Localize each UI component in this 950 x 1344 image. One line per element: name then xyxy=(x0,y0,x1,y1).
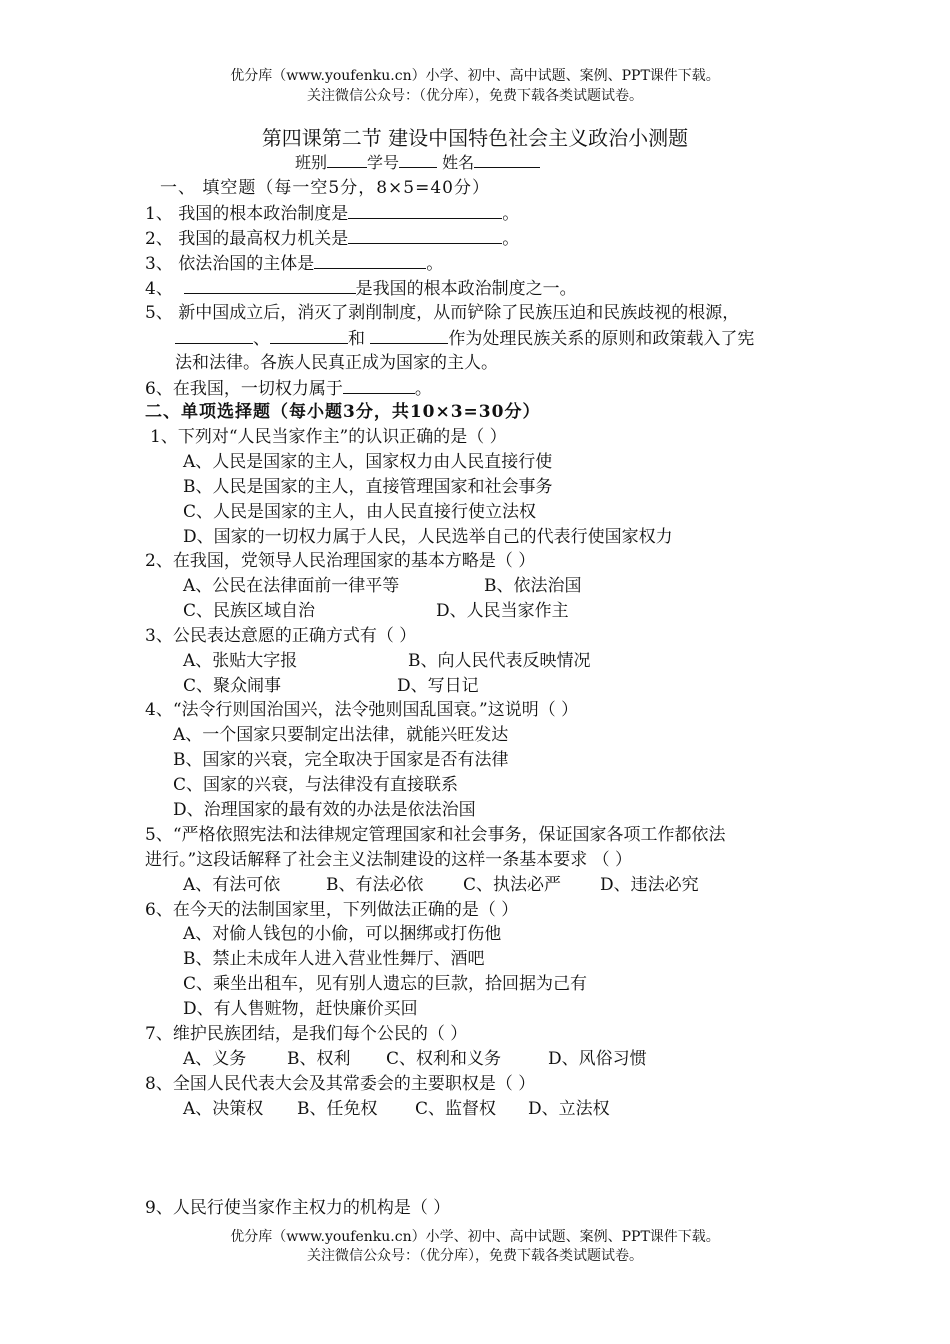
fill-q2-blank[interactable] xyxy=(348,226,502,244)
fill-q5-line3: 法和法律。各族人民真正成为国家的主人。 xyxy=(175,353,498,373)
mc-q5-option-b[interactable]: B、有法必依 xyxy=(326,875,424,895)
mc-q8-option-b[interactable]: B、任免权 xyxy=(297,1099,378,1119)
page-title: 第四课第二节 建设中国特色社会主义政治小测题 xyxy=(261,126,689,150)
section2-heading: 二、单项选择题（每小题3分，共10×3=30分） xyxy=(145,402,541,422)
mc-q8-stem: 8、全国人民代表大会及其常委会的主要职权是（ ） xyxy=(145,1074,536,1094)
mc-q2-stem: 2、在我国，党领导人民治理国家的基本方略是（ ） xyxy=(145,551,536,571)
mc-q2-option-d[interactable]: D、人民当家作主 xyxy=(436,601,569,621)
mc-q6-option-d[interactable]: D、有人售赃物，赶快廉价买回 xyxy=(183,999,418,1019)
class-blank[interactable] xyxy=(327,150,367,168)
mc-q5-stem-line1: 5、“严格依照宪法和法律规定管理国家和社会事务，保证国家各项工作都依法 xyxy=(145,825,726,845)
mc-q7-option-b[interactable]: B、权利 xyxy=(287,1049,351,1069)
mc-q7-option-d[interactable]: D、风俗习惯 xyxy=(548,1049,647,1069)
header-promo-line-1: 优分库（www.youfenku.cn）小学、初中、高中试题、案例、PPT课件下载。 xyxy=(230,68,720,84)
mc-q5-option-c[interactable]: C、执法必严 xyxy=(463,875,562,895)
mc-q1-stem: 1、下列对“人民当家作主”的认识正确的是（ ） xyxy=(150,427,507,447)
mc-q3-option-d[interactable]: D、写日记 xyxy=(397,676,479,696)
fill-q4: 4、 是我国的根本政治制度之一。 xyxy=(145,276,577,301)
student-info-row xyxy=(295,150,540,175)
fill-q5-blank-2[interactable] xyxy=(270,326,348,344)
fill-q3-blank[interactable] xyxy=(314,251,426,269)
fill-q1-blank[interactable] xyxy=(348,201,502,219)
fill-q6-blank[interactable] xyxy=(343,376,415,394)
fill-q1: 1、 我国的根本政治制度是 。 xyxy=(145,201,519,226)
fill-q3: 3、 依法治国的主体是 。 xyxy=(145,251,443,276)
fill-q6: 6、在我国，一切权力属于 。 xyxy=(145,376,432,401)
class-label: 班别 xyxy=(295,153,328,172)
mc-q3-option-c[interactable]: C、聚众闹事 xyxy=(183,676,282,696)
fill-q5-line1: 5、 新中国成立后，消灭了剥削制度，从而铲除了民族压迫和民族歧视的根源， xyxy=(145,303,740,323)
mc-q4-stem: 4、“法令行则国治国兴，法令弛则国乱国衰。”这说明（ ） xyxy=(145,700,579,720)
mc-q6-option-b[interactable]: B、禁止未成年人进入营业性舞厅、酒吧 xyxy=(183,949,485,969)
number-label: 学号 xyxy=(367,153,400,172)
mc-q8-option-d[interactable]: D、立法权 xyxy=(528,1099,610,1119)
mc-q1-option-a[interactable]: A、人民是国家的主人，国家权力由人民直接行使 xyxy=(183,452,553,472)
section1-heading: 一、 填空题（每一空5分，8×5=40分） xyxy=(160,178,490,198)
mc-q7-option-a[interactable]: A、义务 xyxy=(183,1049,247,1069)
mc-q5-stem-line2: 进行。”这段话解释了社会主义法制建设的这样一条基本要求 （ ） xyxy=(145,850,632,870)
mc-q6-option-a[interactable]: A、对偷人钱包的小偷，可以捆绑或打伤他 xyxy=(183,924,502,944)
header-promo-line-2: 关注微信公众号：（优分库），免费下载各类试题试卷。 xyxy=(307,88,643,104)
number-blank[interactable] xyxy=(399,150,437,168)
mc-q6-option-c[interactable]: C、乘坐出租车，见有别人遗忘的巨款，拾回据为己有 xyxy=(183,974,588,994)
mc-q4-option-b[interactable]: B、国家的兴衰，完全取决于国家是否有法律 xyxy=(173,750,509,770)
fill-q5-line2: 、 和 作为处理民族关系的原则和政策载入了宪 xyxy=(175,326,754,351)
mc-q4-option-c[interactable]: C、国家的兴衰，与法律没有直接联系 xyxy=(173,775,459,795)
mc-q8-option-c[interactable]: C、监督权 xyxy=(415,1099,497,1119)
mc-q1-option-c[interactable]: C、人民是国家的主人，由人民直接行使立法权 xyxy=(183,502,537,522)
fill-q5-blank-1[interactable] xyxy=(175,326,253,344)
name-blank[interactable] xyxy=(474,150,540,168)
fill-q2: 2、 我国的最高权力机关是 。 xyxy=(145,226,519,251)
fill-q5-blank-3[interactable] xyxy=(370,326,448,344)
mc-q5-option-a[interactable]: A、有法可依 xyxy=(183,875,281,895)
mc-q5-option-d[interactable]: D、违法必究 xyxy=(600,875,699,895)
mc-q4-option-a[interactable]: A、一个国家只要制定出法律，就能兴旺发达 xyxy=(173,725,509,745)
footer-promo-line-2: 关注微信公众号：（优分库），免费下载各类试题试卷。 xyxy=(307,1248,643,1264)
mc-q7-option-c[interactable]: C、权利和义务 xyxy=(386,1049,502,1069)
mc-q1-option-d[interactable]: D、国家的一切权力属于人民，人民选举自己的代表行使国家权力 xyxy=(183,527,673,547)
mc-q2-option-b[interactable]: B、依法治国 xyxy=(484,576,582,596)
footer-promo-line-1: 优分库（www.youfenku.cn）小学、初中、高中试题、案例、PPT课件下载。 xyxy=(230,1229,720,1245)
mc-q9-stem: 9、人民行使当家作主权力的机构是（ ） xyxy=(145,1198,451,1218)
mc-q4-option-d[interactable]: D、治理国家的最有效的办法是依法治国 xyxy=(173,800,476,820)
mc-q2-option-c[interactable]: C、民族区域自治 xyxy=(183,601,316,621)
mc-q3-option-a[interactable]: A、张贴大字报 xyxy=(183,651,298,671)
mc-q8-option-a[interactable]: A、决策权 xyxy=(183,1099,264,1119)
mc-q6-stem: 6、在今天的法制国家里，下列做法正确的是（ ） xyxy=(145,900,519,920)
mc-q3-stem: 3、公民表达意愿的正确方式有（ ） xyxy=(145,626,417,646)
name-label: 姓名 xyxy=(442,153,475,172)
mc-q7-stem: 7、维护民族团结，是我们每个公民的（ ） xyxy=(145,1024,468,1044)
mc-q2-option-a[interactable]: A、公民在法律面前一律平等 xyxy=(183,576,400,596)
fill-q4-blank[interactable] xyxy=(184,276,356,294)
mc-q3-option-b[interactable]: B、向人民代表反映情况 xyxy=(408,651,591,671)
mc-q1-option-b[interactable]: B、人民是国家的主人，直接管理国家和社会事务 xyxy=(183,477,553,497)
